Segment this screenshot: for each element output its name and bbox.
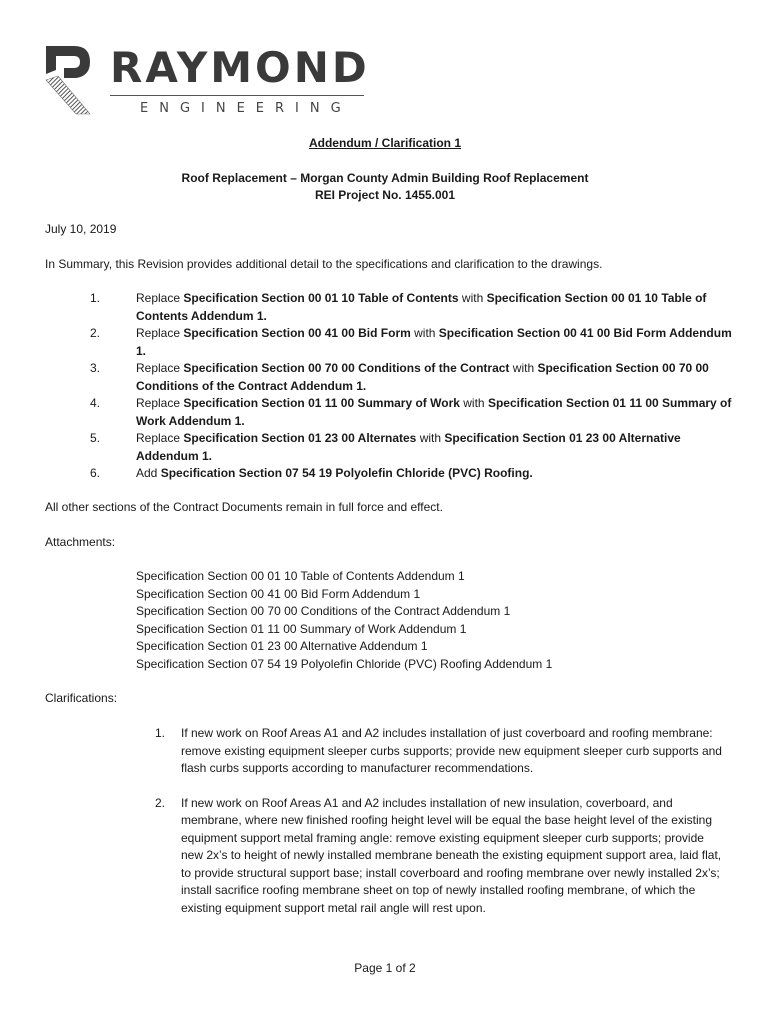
- item-verb: Replace: [136, 361, 184, 375]
- attachments-list: [136, 568, 736, 673]
- list-item: [45, 360, 735, 395]
- attachment-item: Specification Section 00 01 10 Table of Contents Addendum 1: [136, 569, 465, 583]
- list-number: 6.: [90, 466, 101, 480]
- clarifications-list: [155, 725, 725, 934]
- item-verb: Replace: [136, 326, 184, 340]
- item-verb: Replace: [136, 431, 184, 445]
- list-item: [45, 325, 735, 360]
- project-number: REI Project No. 1455.001: [314, 188, 456, 202]
- page-number: Page 1 of 2: [354, 961, 416, 975]
- force-statement: All other sections of the Contract Documents remain in full force and effect.: [45, 500, 443, 514]
- company-subtitle: ENGINEERING: [140, 101, 352, 116]
- document-title: Addendum / Clarification 1: [308, 136, 461, 150]
- raymond-r-logo-icon: [44, 44, 92, 116]
- item-from: Specification Section 00 41 00 Bid Form: [183, 326, 411, 340]
- replacement-list: [45, 290, 735, 483]
- item-verb: Replace: [136, 396, 184, 410]
- item-verb: Add: [136, 466, 161, 480]
- clarification-item: [155, 725, 725, 778]
- item-from: Specification Section 07 54 19 Polyolefin Chloride (PVC) Roofing.: [160, 466, 533, 480]
- attachment-item: Specification Section 00 41 00 Bid Form Addendum 1: [136, 586, 421, 601]
- attachment-item: Specification Section 01 23 00 Alternative Addendum 1: [136, 639, 428, 653]
- item-mid: with: [459, 396, 488, 410]
- item-from: Specification Section 00 01 10 Table of Contents: [183, 291, 459, 305]
- item-to: Specification Section 01 11 00 Summary of Work Addendum 1.: [136, 396, 732, 428]
- item-mid: with: [509, 361, 538, 375]
- clarification-item: [155, 795, 725, 918]
- summary-paragraph: In Summary, this Revision provides additional detail to the specifications and clarification to the drawings.: [45, 257, 603, 271]
- clarification-text: If new work on Roof Areas A1 and A2 includes installation of just coverboard and roofing membrane: remove existing equipment sleeper curbs supports; provide new equipment sleeper curb supports and flash curbs supports according to manufacturer recommendations.: [181, 726, 722, 775]
- list-number: 1.: [90, 291, 101, 305]
- list-number: 1.: [155, 726, 166, 740]
- list-item: [45, 395, 735, 430]
- item-to: Specification Section 00 41 00 Bid Form Addendum 1.: [136, 326, 732, 358]
- list-item: [45, 430, 735, 465]
- item-mid: with: [410, 326, 439, 340]
- project-line: Roof Replacement – Morgan County Admin Building Roof Replacement: [181, 171, 589, 185]
- item-to: Specification Section 01 23 00 Alternative Addendum 1.: [136, 431, 681, 463]
- list-item: [45, 290, 735, 325]
- document-date: July 10, 2019: [45, 222, 117, 236]
- clarification-text: If new work on Roof Areas A1 and A2 includes installation of new insulation, coverboard, and membrane, where new finished roofing height level will be equal the base height level of the existing equipment support metal framing angle: remove existing equipment sleeper curb supports; provide new 2x’s to height of newly installed membrane beneath the existing equipment support area, laid flat, to provide structural support base; install coverboard and roofing membrane over newly installed 2x’s; install sacrifice roofing membrane sheet on top of newly installed roofing membrane, of which the existing equipment support metal rail angle will rest upon.: [181, 795, 722, 915]
- logo-divider: [110, 95, 364, 96]
- list-number: 5.: [90, 431, 101, 445]
- item-from: Specification Section 01 23 00 Alternates: [183, 431, 417, 445]
- attachment-item: Specification Section 00 70 00 Conditions of the Contract Addendum 1: [136, 604, 511, 618]
- item-mid: with: [458, 291, 487, 305]
- attachment-item: Specification Section 07 54 19 Polyolefin Chloride (PVC) Roofing Addendum 1: [136, 656, 553, 671]
- item-to: Specification Section 00 01 10 Table of Contents Addendum 1.: [136, 291, 707, 323]
- item-from: Specification Section 01 11 00 Summary of Work: [183, 396, 460, 410]
- list-number: 3.: [90, 361, 101, 375]
- attachment-item: Specification Section 01 11 00 Summary of Work Addendum 1: [136, 621, 467, 636]
- clarifications-heading: Clarifications:: [45, 691, 118, 705]
- company-logo: [44, 44, 374, 119]
- item-mid: with: [416, 431, 445, 445]
- company-name: RAYMOND: [110, 43, 370, 92]
- list-number: 2.: [155, 795, 166, 810]
- attachments-heading: Attachments:: [45, 535, 116, 549]
- item-to: Specification Section 00 70 00 Conditions of the Contract Addendum 1.: [136, 361, 709, 393]
- list-number: 4.: [90, 396, 101, 410]
- list-number: 2.: [90, 326, 101, 340]
- item-from: Specification Section 00 70 00 Conditions of the Contract: [183, 361, 510, 375]
- item-verb: Replace: [136, 291, 184, 305]
- list-item: [45, 465, 735, 483]
